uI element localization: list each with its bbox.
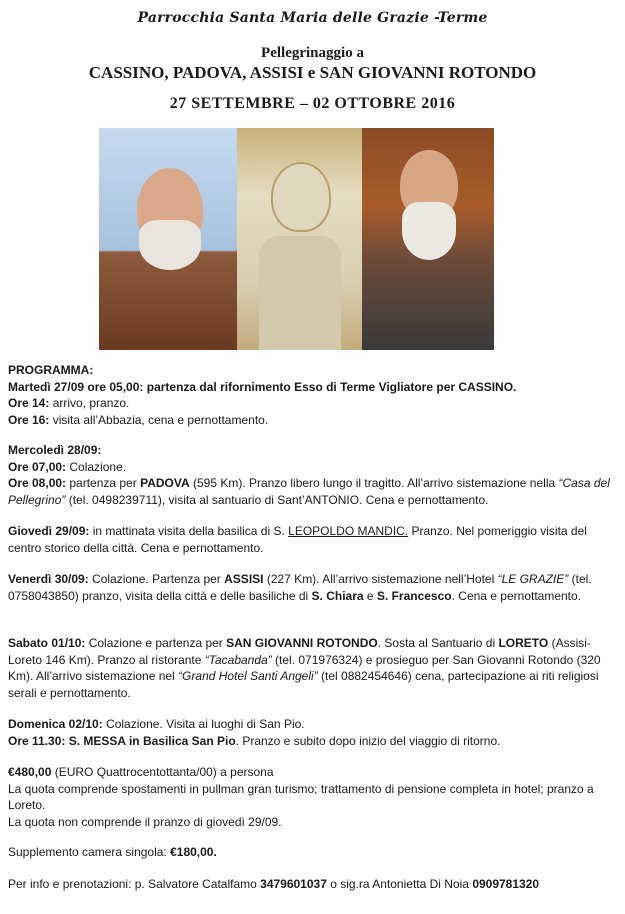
info-phone-1: 3479601037 (260, 877, 327, 891)
day5-text-c: . Sosta al Santuario di (377, 636, 499, 650)
day4-text-g: e (363, 588, 377, 603)
day2-text1: Colazione. (66, 459, 127, 474)
day6-head: Domenica 02/10: (8, 717, 103, 731)
parish-name: Parrocchia Santa Maria delle Grazie -Terme (137, 10, 488, 26)
program-body (8, 362, 620, 428)
day3-head: Giovedì 29/09: (8, 524, 90, 538)
day2-block (8, 442, 620, 508)
day4-text-a: Colazione. Partenza per (88, 572, 225, 586)
day1-text1: arrivo, pranzo. (49, 396, 130, 410)
price-excludes: La quota non comprende il pranzo di giovedì 29/09. (8, 814, 282, 829)
price-amount: €480,00 (8, 765, 52, 779)
day2-time1: Ore 07,00: (8, 459, 67, 474)
day4-hotel: “LE GRAZIE” (497, 572, 569, 586)
day4-block (8, 571, 620, 604)
program-title: PROGRAMMA: (8, 363, 94, 377)
dates-title: 27 SETTEMBRE – 02 OTTOBRE 2016 (169, 95, 456, 112)
day4-assisi: ASSISI (224, 572, 264, 586)
day4-chiara: S. Chiara (311, 588, 364, 603)
pilgrimage-label: Pellegrinaggio a (261, 45, 364, 61)
day4-francesco: S. Francesco (376, 588, 452, 603)
day2-time2: Ore 08,00: (8, 476, 67, 490)
day3-leopoldo: LEOPOLDO MANDIC. (288, 524, 409, 538)
day4-text-c: (227 Km). All’arrivo sistemazione nell’Hotel (263, 572, 498, 586)
day6-text-c: . Pranzo e subito dopo inizio del viaggio di ritorno. (235, 733, 501, 748)
day5-text-i: (tel 0882454646) cena, partecipazione ai riti religiosi serali e pernottamento. (8, 669, 599, 700)
san-leopoldo-portrait-icon (362, 128, 494, 350)
day4-head: Venerdì 30/09: (8, 572, 89, 586)
price-includes: La quota comprende spostamenti in pullman gran turismo; trattamento di pensione completa in hotel; pranzo a Loreto. (8, 781, 594, 812)
info-block (8, 876, 620, 893)
day1-head: Martedì 27/09 ore 05,00: partenza dal rifornimento Esso di Terme Vigliatore per CASSINO. (8, 379, 517, 394)
saints-images (99, 128, 494, 350)
day5-text-e: (Assisi-Loreto 146 Km). Pranzo al ristorante (8, 636, 591, 667)
day2-text2a: partenza per (66, 476, 141, 490)
day2-casa: “Casa del Pellegrino” (8, 476, 610, 507)
day5-text-a: Colazione e partenza per (85, 636, 227, 650)
day3-block (8, 523, 620, 556)
day1-time2: Ore 16: (8, 412, 50, 427)
day2-padova: PADOVA (140, 476, 190, 490)
day1-time1: Ore 14: (8, 396, 50, 410)
day5-hotel: “Grand Hotel Santi Angeli” (178, 669, 318, 683)
day1-text2: visita all’Abbazia, cena e pernottamento. (49, 412, 269, 427)
day4-text-i: . Cena e pernottamento. (451, 588, 582, 603)
day5-sgr: SAN GIOVANNI ROTONDO (226, 636, 378, 650)
price-text: (EURO Quattrocentottanta/00) a persona (51, 765, 274, 779)
info-phone-2: 0909781320 (472, 877, 540, 891)
san-francesco-fresco-icon (237, 128, 362, 350)
day6-messa: Ore 11.30: S. MESSA in Basilica San Pio (8, 733, 236, 748)
day2-text2c: (595 Km). Pranzo libero lungo il tragitto. All’arrivo sistemazione nella (189, 476, 559, 490)
supplement-block (8, 844, 620, 861)
day2-text2e: (tel. 0498239711), visita al santuario di Sant’ANTONIO. Cena e pernottamento. (65, 492, 489, 507)
supplement-label: Supplemento camera singola: (8, 845, 171, 859)
padre-pio-portrait-icon (99, 128, 237, 350)
day6-text-a: Colazione. Visita ai luoghi di San Pio. (102, 717, 305, 731)
price-block (8, 764, 620, 830)
day3-text-a: in mattinata visita della basilica di S. (89, 524, 289, 538)
day3-text-c: Pranzo. Nel pomeriggio visita del centro storico della città. Cena e pernottamento. (8, 524, 587, 555)
info-text-a: Per info e prenotazioni: p. Salvatore Catalfamo (8, 877, 261, 891)
day5-block (8, 635, 620, 701)
day2-head: Mercoledì 28/09: (8, 443, 102, 457)
day6-block (8, 716, 620, 749)
supplement-value: €180,00. (170, 845, 217, 859)
day4-text-e: (tel. 0758043850) pranzo, visita della città e delle basiliche di (8, 572, 592, 603)
day5-head: Sabato 01/10: (8, 636, 86, 650)
day5-loreto: LORETO (498, 636, 549, 650)
day5-text-g: (tel. 071976324) e prosieguo per San Giovanni Rotondo (320 Km). All’arrivo sistemazione nel (8, 652, 601, 683)
destinations-title: CASSINO, PADOVA, ASSISI e SAN GIOVANNI ROTONDO (88, 63, 537, 82)
info-text-c: o sig.ra Antonietta Di Noia (326, 877, 473, 891)
day5-tacabanda: “Tacabanda” (204, 652, 272, 667)
